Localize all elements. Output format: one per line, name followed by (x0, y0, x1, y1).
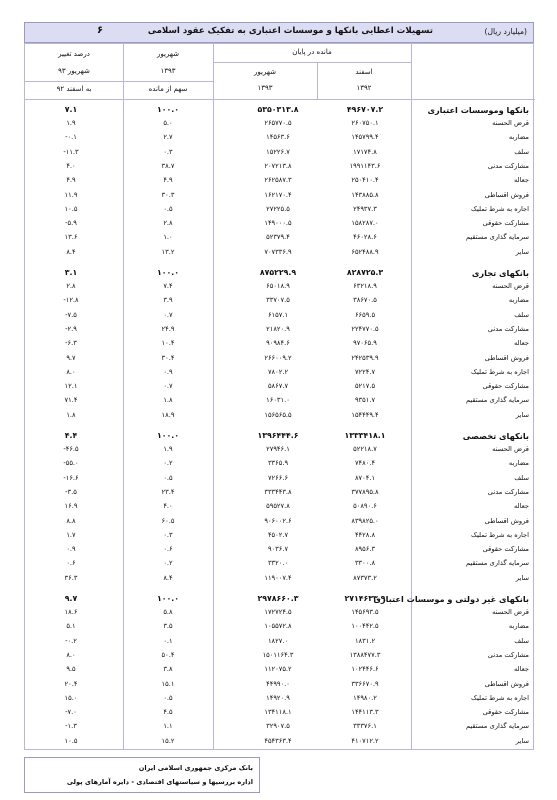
row-label: بانکهای غیر دولتی و موسسات اعتباری (373, 594, 529, 604)
shahrivar-value: ۱۱۲۰۷۵.۲ (264, 665, 292, 674)
table-row (25, 622, 535, 635)
shahrivar-value: ۱۴۹۰۰۰.۵ (264, 219, 292, 228)
shahrivar-value: ۱۱۹۰۰۷.۴ (264, 573, 292, 582)
shahrivar-value: ۷۲۶۶.۶ (267, 473, 289, 482)
change-value: ۴.۴ (64, 431, 78, 440)
esfand-value: ۵۲۲۱۸.۷ (353, 445, 377, 453)
table-row (25, 445, 535, 458)
share-value: ۳.۹ (163, 296, 173, 305)
shahrivar-value: ۵۹۵۲۷.۸ (266, 502, 290, 511)
shahrivar-value: ۱۵۲۲۶.۷ (266, 147, 290, 156)
esfand-value: ۴۱۰۷۱۲.۲ (351, 736, 379, 745)
shahrivar-year-header: ۱۳۹۳ (257, 84, 273, 92)
share-value: ۳۰.۴ (161, 353, 175, 362)
change-value: ۱.۸ (66, 410, 76, 419)
esfand-value: ۲۷۱۴۶۳۳.۹ (344, 594, 386, 603)
change-value: -۳.۵ (65, 487, 77, 496)
table-row (25, 531, 535, 544)
footer-line-2: اداره بررسیها و سیاستهای اقتصادی - دایره آمارهای پولی (66, 778, 253, 786)
esfand-value: ۳۳۶۶۷۰.۹ (351, 679, 379, 688)
section-row (25, 431, 535, 444)
row-label: اجاره به شرط تملیک (470, 693, 529, 702)
share-value: ۱۸.۹ (161, 410, 175, 419)
esfand-value: ۷۲۲۴.۷ (354, 367, 376, 376)
table-row (25, 205, 535, 218)
esfand-value: ۲۵۰۴۱۰.۴ (351, 176, 379, 185)
shahrivar-value: ۹۰۹۸۴.۶ (266, 339, 290, 348)
esfand-value: ۲۴۲۵۳۹.۹ (351, 353, 379, 362)
esfand-value: ۱۹۹۱۱۴۳.۶ (349, 161, 381, 170)
shahrivar-value: ۲۷۲۲۵.۵ (266, 204, 290, 213)
change-title-header: درصد تغییر (58, 50, 90, 58)
esfand-value: ۱۳۳۳۴۱۸.۱ (344, 431, 386, 440)
change-value: ۰.۶ (66, 559, 76, 568)
row-label: سایر (515, 736, 529, 745)
table-row (25, 325, 535, 338)
row-label: سلف (514, 473, 529, 482)
row-label: مضاربه (508, 622, 529, 631)
row-label: فروش اقساطی (484, 679, 529, 688)
table-header-bar (24, 22, 534, 43)
row-label: سایر (515, 573, 529, 582)
change-value: ۸.۰ (66, 650, 76, 659)
share-year-header: ۱۳۹۳ (160, 67, 176, 75)
row-label: سلف (514, 310, 529, 319)
share-value: ۲۳.۴ (161, 487, 175, 496)
esfand-value: ۹۷۰۶۵.۹ (353, 339, 377, 348)
shahrivar-header: شهریور (254, 68, 276, 76)
shahrivar-value: ۲۶۵۷۷۰.۵ (264, 119, 292, 127)
change-value: ۸.۸ (66, 516, 76, 525)
shahrivar-value: ۳۳۲۰.۰ (267, 559, 289, 568)
table-row (25, 708, 535, 721)
header-line (213, 62, 411, 63)
shahrivar-value: ۱۴۵۶۳.۶ (266, 133, 290, 142)
table-row (25, 680, 535, 693)
change-value: ۷.۱ (64, 105, 78, 114)
shahrivar-value: ۲۰۷۲۱۳.۸ (264, 161, 292, 170)
share-value: ۱۳.۲ (161, 247, 175, 256)
share-value: ۱.۰ (163, 233, 173, 242)
esfand-value: ۱۴۳۸۸۵.۸ (351, 190, 379, 199)
share-value: ۱۰۰.۰ (157, 268, 179, 277)
change-value: ۱.۹ (66, 119, 76, 127)
shahrivar-value: ۳۲۹۰۷.۵ (266, 722, 290, 731)
table-row (25, 559, 535, 572)
row-label: سلف (514, 636, 529, 645)
table-row (25, 517, 535, 530)
share-value: ۵.۰ (163, 119, 173, 127)
row-label: اجاره به شرط تملیک (470, 204, 529, 213)
shahrivar-value: ۱۵۰۱۱۶۴.۳ (262, 650, 294, 659)
change-value: ۲۰.۴ (64, 679, 78, 688)
esfand-value: ۱۵۸۲۸۷.۰ (351, 219, 379, 228)
row-label: اجاره به شرط تملیک (470, 530, 529, 539)
share-value: ۵.۸ (163, 608, 173, 616)
change-value: ۳۶.۳ (64, 573, 78, 582)
row-label: مشارکت حقوقی (482, 708, 529, 717)
esfand-value: ۵۰۸۹۰.۶ (353, 502, 377, 511)
esfand-value: ۵۲۱۷.۵ (354, 382, 376, 391)
esfand-value: ۱۰۰۴۴۲.۵ (351, 622, 379, 631)
change-value: -۱۱.۳ (63, 147, 79, 156)
share-value: ۰.۶ (163, 545, 173, 554)
esfand-value: ۱۴۵۷۹۹.۴ (351, 133, 379, 142)
shahrivar-value: ۱۵۶۵۶۵.۵ (264, 410, 292, 419)
table-row (25, 176, 535, 189)
row-label: بانکهای تجاری (471, 268, 529, 278)
shahrivar-value: ۱۰۵۵۷۲.۸ (264, 622, 292, 631)
row-label: سرمایه گذاری مستقیم (465, 233, 529, 242)
footer-line-1: بانک مرکزی جمهوری اسلامی ایران (138, 764, 253, 772)
change-value: -۶.۳ (65, 339, 77, 348)
esfand-value: ۸۳۹۸۲۵.۰ (351, 516, 379, 525)
share-value: ۰.۵ (163, 204, 173, 213)
shahrivar-value: ۱۶۰۳۱.۰ (266, 396, 290, 405)
remaining-group-header: مانده در پایان (292, 48, 332, 56)
share-value: ۱.۱ (163, 722, 173, 731)
row-label: مضاربه (508, 459, 529, 468)
change-value: -۱۶.۶ (63, 473, 79, 482)
change-value: ۹.۵ (66, 665, 76, 674)
share-value: ۲.۸ (163, 219, 173, 228)
row-label: قرض الحسنه (492, 282, 529, 290)
esfand-value: ۱۴۵۶۹۳.۵ (351, 608, 379, 616)
table-row (25, 396, 535, 409)
shahrivar-value: ۶۵۰۱۸.۹ (266, 282, 290, 290)
row-label: قرض الحسنه (492, 445, 529, 453)
change-value: ۳.۱ (64, 268, 78, 277)
change-value: -۱.۳ (65, 722, 77, 731)
data-table (24, 43, 534, 750)
table-row (25, 411, 535, 424)
table-row (25, 354, 535, 367)
change-value: ۱۰.۵ (64, 736, 78, 745)
share-value: ۳۸.۷ (161, 161, 175, 170)
row-label: قرض الحسنه (492, 119, 529, 127)
header-line (25, 81, 123, 82)
shahrivar-value: ۱۶۲۱۷۰.۴ (264, 190, 292, 199)
share-value: ۳.۸ (163, 665, 173, 674)
esfand-value: ۱۳۸۸۴۷۷.۳ (349, 650, 381, 659)
row-label: جعاله (513, 502, 529, 511)
table-row (25, 162, 535, 175)
change-value: -۰.۱ (65, 133, 77, 142)
esfand-value: ۸۷۳۷۳.۲ (353, 573, 377, 582)
share-value: ۰.۳ (163, 530, 173, 539)
row-label: جعاله (513, 176, 529, 185)
row-label: مشارکت حقوقی (482, 219, 529, 228)
share-value: ۱.۸ (163, 396, 173, 405)
row-label: مشارکت مدنی (487, 161, 529, 170)
table-row (25, 665, 535, 678)
share-value: ۰.۲ (163, 459, 173, 468)
row-label: مشارکت حقوقی (482, 545, 529, 554)
table-row (25, 133, 535, 146)
section-row (25, 594, 535, 607)
footer-box (24, 757, 260, 793)
table-row (25, 694, 535, 707)
section-row (25, 268, 535, 281)
shahrivar-value: ۷۰۷۳۳۶.۹ (264, 247, 292, 256)
shahrivar-value: ۳۳۷۰۷.۵ (266, 296, 290, 305)
share-value: ۳۰.۳ (161, 190, 175, 199)
esfand-value: ۳۷۷۸۹۵.۸ (351, 487, 379, 496)
change-value: ۰.۹ (66, 545, 76, 554)
row-label: مشارکت مدنی (487, 650, 529, 659)
esfand-value: ۸۷۰۴.۱ (354, 473, 376, 482)
esfand-value: ۹۳۵۱.۷ (354, 396, 376, 405)
change-value: ۱۳.۶ (64, 233, 78, 242)
shahrivar-value: ۱۴۹۲۰.۹ (266, 693, 290, 702)
esfand-value: ۱۵۴۴۴۹.۴ (351, 410, 379, 419)
esfand-value: ۱۷۱۷۴.۸ (353, 147, 377, 156)
table-title: تسهیلات اعطایی بانکها و موسسات اعتباری به تفکیک عقود اسلامی (147, 26, 433, 36)
change-value: ۹.۷ (64, 594, 78, 603)
row-label: جعاله (513, 339, 529, 348)
esfand-value: ۸۲۸۷۲۵.۳ (346, 268, 384, 277)
row-label: اجاره به شرط تملیک (470, 367, 529, 376)
row-label: مضاربه (508, 133, 529, 142)
shahrivar-value: ۲۷۹۴۶.۱ (266, 445, 290, 453)
share-value: ۲۴.۹ (161, 324, 175, 333)
table-row (25, 248, 535, 261)
change-value: ۱۲.۱ (64, 382, 78, 391)
change-value: ۴.۹ (66, 176, 76, 185)
change-value: ۱۵.۰ (64, 693, 78, 702)
esfand-value: ۲۲۴۷۷۰.۵ (351, 324, 379, 333)
table-row (25, 339, 535, 352)
shahrivar-value: ۱۳۴۱۱۸.۱ (264, 708, 292, 717)
shahrivar-value: ۲۶۶۰۰۹.۲ (264, 353, 292, 362)
header-line (123, 81, 213, 82)
esfand-year-header: ۱۳۹۲ (356, 84, 372, 92)
change-value: -۵.۹ (65, 219, 77, 228)
table-row (25, 368, 535, 381)
esfand-value: ۱۴۹۸۰.۲ (353, 693, 377, 702)
table-row (25, 545, 535, 558)
esfand-value: ۳۳۰۰.۸ (354, 559, 376, 568)
row-label: سایر (515, 247, 529, 256)
change-value: -۴۶.۵ (63, 445, 79, 453)
table-row (25, 722, 535, 735)
shahrivar-value: ۲۶۲۵۸۷.۳ (264, 176, 292, 185)
row-label: سرمایه گذاری مستقیم (465, 722, 529, 731)
row-label: قرض الحسنه (492, 608, 529, 616)
change-value: -۷.۰ (65, 708, 77, 717)
change-value: -۵۵.۰ (63, 459, 79, 468)
esfand-value: ۴۶۰۲۸.۶ (353, 233, 377, 242)
shahrivar-value: ۲۱۸۲۰.۹ (266, 324, 290, 333)
shahrivar-value: ۱۸۲۷.۰ (267, 636, 289, 645)
row-label: سرمایه گذاری مستقیم (465, 559, 529, 568)
row-label: مشارکت مدنی (487, 324, 529, 333)
row-label: فروش اقساطی (484, 353, 529, 362)
change-value: ۷۱.۴ (64, 396, 78, 405)
share-value: ۰.۹ (163, 367, 173, 376)
esfand-value: ۳۸۶۷۰.۵ (353, 296, 377, 305)
table-row (25, 311, 535, 324)
change-value: ۵.۱ (66, 622, 76, 631)
change-base-header: به اسفند ۹۲ (56, 85, 92, 93)
shahrivar-value: ۲۹۷۸۶۶۰.۳ (257, 594, 299, 603)
change-value: ۸.۴ (66, 247, 76, 256)
change-value: -۰.۲ (65, 636, 77, 645)
table-row (25, 488, 535, 501)
esfand-value: ۳۳۳۷۶.۱ (353, 722, 377, 731)
table-row (25, 233, 535, 246)
esfand-value: ۴۹۶۷۰۷.۲ (346, 105, 384, 114)
change-value: -۲.۹ (65, 324, 77, 333)
row-label: بانکهای تخصصی (462, 431, 529, 441)
table-row (25, 459, 535, 472)
share-value: ۰.۵ (163, 693, 173, 702)
change-period-header: شهریور ۹۳ (58, 67, 90, 75)
change-value: -۱۲.۸ (63, 296, 79, 305)
table-row (25, 148, 535, 161)
share-value: ۱۰۰.۰ (157, 594, 179, 603)
share-value: ۴.۹ (163, 176, 173, 185)
esfand-value: ۲۶۰۷۵۰.۱ (351, 119, 379, 127)
share-value: ۱۰۰.۰ (157, 105, 179, 114)
change-value: ۱۶.۹ (64, 502, 78, 511)
share-month-header: شهریور (157, 50, 179, 58)
change-value: ۱.۷ (66, 530, 76, 539)
shahrivar-value: ۵۸۶۷.۷ (267, 382, 289, 391)
share-value: ۰.۲ (163, 559, 173, 568)
shahrivar-value: ۳۳۳۴۴۳.۸ (264, 487, 292, 496)
row-label: فروش اقساطی (484, 190, 529, 199)
change-value: ۱۱.۹ (64, 190, 78, 199)
table-row (25, 282, 535, 295)
share-value: ۱۵.۲ (161, 736, 175, 745)
share-value: ۰.۷ (163, 382, 173, 391)
change-value: ۲.۸ (66, 282, 76, 290)
share-value: ۳.۵ (163, 622, 173, 631)
row-label: مضاربه (508, 296, 529, 305)
table-row (25, 191, 535, 204)
share-value: ۱۰۰.۰ (157, 431, 179, 440)
table-row (25, 219, 535, 232)
table-row (25, 296, 535, 309)
row-label: سایر (515, 410, 529, 419)
shahrivar-value: ۳۳۶۵.۹ (267, 459, 289, 468)
share-value: ۲.۷ (163, 133, 173, 142)
esfand-value: ۶۶۵۹.۵ (354, 310, 376, 319)
esfand-value: ۸۹۵۶.۳ (354, 545, 376, 554)
table-row (25, 574, 535, 587)
row-label: سلف (514, 147, 529, 156)
esfand-value: ۱۰۲۴۴۶.۶ (351, 665, 379, 674)
esfand-value: ۶۵۲۴۸۸.۹ (351, 247, 379, 256)
shahrivar-value: ۶۱۵۷.۱ (267, 310, 289, 319)
shahrivar-value: ۴۵۰۲.۷ (267, 530, 289, 539)
shahrivar-value: ۱۷۲۷۲۴.۵ (264, 608, 292, 616)
section-row (25, 105, 535, 118)
share-value: ۱۰.۴ (161, 339, 175, 348)
table-row (25, 637, 535, 650)
table-row (25, 474, 535, 487)
share-value: ۰.۵ (163, 473, 173, 482)
row-label: جعاله (513, 665, 529, 674)
change-value: -۷.۵ (65, 310, 77, 319)
table-row (25, 608, 535, 621)
change-value: ۱۸.۶ (64, 608, 78, 616)
shahrivar-value: ۷۸۰۲.۲ (267, 367, 289, 376)
table-row (25, 119, 535, 132)
shahrivar-value: ۱۳۹۶۴۴۴.۶ (257, 431, 299, 440)
share-value: ۴.۰ (163, 502, 173, 511)
esfand-value: ۲۴۹۳۷.۳ (353, 204, 377, 213)
row-label: مشارکت حقوقی (482, 382, 529, 391)
table-row (25, 382, 535, 395)
shahrivar-value: ۴۵۴۳۶۳.۴ (264, 736, 292, 745)
change-value: ۸.۰ (66, 367, 76, 376)
change-value: ۴.۰ (66, 161, 76, 170)
share-value: ۰.۳ (163, 147, 173, 156)
row-label: مشارکت مدنی (487, 487, 529, 496)
esfand-value: ۱۴۴۱۱۳.۳ (351, 708, 379, 717)
share-value: ۷.۴ (163, 282, 173, 290)
unit-label: (میلیارد ریال) (484, 27, 527, 36)
esfand-header: اسفند (355, 68, 373, 76)
share-value: ۵۰.۴ (161, 650, 175, 659)
shahrivar-value: ۹۰۳۶.۷ (267, 545, 289, 554)
row-label: فروش اقساطی (484, 516, 529, 525)
share-value: ۱.۹ (163, 445, 173, 453)
share-value: ۰.۱ (163, 636, 173, 645)
shahrivar-value: ۵۲۳۷۹.۴ (266, 233, 290, 242)
shahrivar-value: ۵۳۵۰۳۱۳.۸ (257, 105, 299, 114)
table-row (25, 737, 535, 750)
share-value: ۴.۵ (163, 708, 173, 717)
table-number: ۶ (97, 25, 104, 36)
shahrivar-value: ۹۰۶۰۰۲.۶ (264, 516, 292, 525)
share-label-header: سهم از مانده (148, 85, 188, 93)
table-row (25, 651, 535, 664)
esfand-value: ۶۳۲۱۸.۹ (353, 282, 377, 290)
header-line (25, 99, 535, 100)
share-value: ۰.۷ (163, 310, 173, 319)
share-value: ۶۰.۵ (161, 516, 175, 525)
table-row (25, 502, 535, 515)
shahrivar-value: ۴۴۹۹۰.۰ (266, 679, 290, 688)
esfand-value: ۴۴۲۸.۸ (354, 530, 376, 539)
share-value: ۸.۴ (163, 573, 173, 582)
change-value: ۱۰.۵ (64, 204, 78, 213)
row-label: سرمایه گذاری مستقیم (465, 396, 529, 405)
row-label: بانکها وموسسات اعتباری (427, 105, 529, 115)
esfand-value: ۱۸۳۱.۲ (354, 636, 376, 645)
esfand-value: ۷۴۸۰.۴ (354, 459, 376, 468)
change-value: ۹.۷ (66, 353, 76, 362)
share-value: ۱۵.۱ (161, 679, 175, 688)
shahrivar-value: ۸۷۵۲۲۹.۹ (259, 268, 297, 277)
